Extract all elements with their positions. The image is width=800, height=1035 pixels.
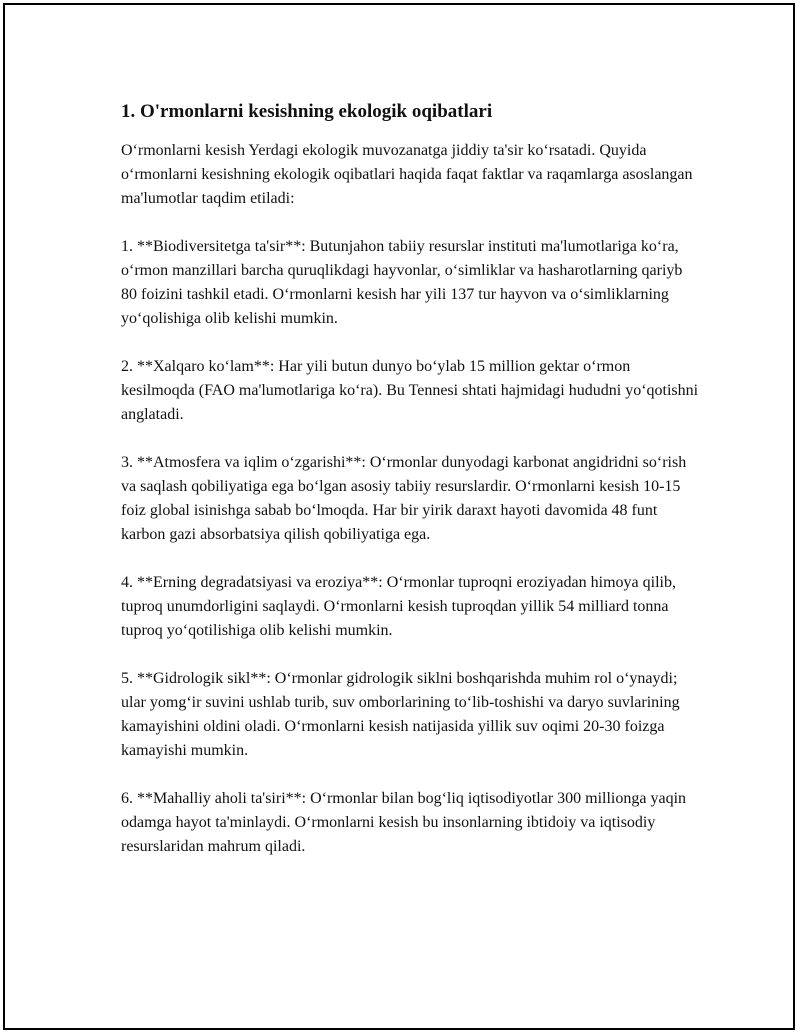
list-item-land-degradation: 4. **Erning degradatsiyasi va eroziya**: O‘rmonlar tuproqni eroziyadan himoya qilib, tuproq unumdorligini saqlaydi. O‘rmonlarni kesish tuproqdan yillik 54 milliard tonna tuproq yo‘qotilishiga olib kelishi mumkin.: [121, 574, 676, 639]
intro-paragraph: O‘rmonlarni kesish Yerdagi ekologik muvozanatga jiddiy ta'sir ko‘rsatadi. Quyida o‘rmonlarni kesishning ekologik oqibatlari haqida faqat faktlar va raqamlarga asoslangan ma'lumotlar taqdim etiladi:: [121, 142, 693, 207]
list-item-biodiversity: 1. **Biodiversitetga ta'sir**: Butunjahon tabiiy resurslar instituti ma'lumotlariga ko‘ra, o‘rmon manzillari barcha quruqlikdagi hayvonlar, o‘simliklar va hasharotlarning qariyb 80 foizini tashkil etadi. O‘rmonlarni kesish har yili 137 tur hayvon va o‘simliklarning yo‘qolishiga olib kelishi mumkin.: [121, 238, 683, 327]
document-heading: 1. O'rmonlarni kesishning ekologik oqibatlari: [121, 101, 493, 122]
document-page: [3, 3, 795, 1030]
list-item-hydrologic-cycle: 5. **Gidrologik sikl**: O‘rmonlar gidrologik siklni boshqarishda muhim rol o‘ynaydi; ular yomg‘ir suvini ushlab turib, suv omborlarining to‘lib-toshishi va daryo suvlarining kamayishini oldini oladi. O‘rmonlarni kesish natijasida yillik suv oqimi 20-30 foizga kamayishi mumkin.: [121, 670, 680, 759]
document-content: [121, 99, 701, 883]
list-item-international-scale: 2. **Xalqaro ko‘lam**: Har yili butun dunyo bo‘ylab 15 million gektar o‘rmon kesilmoqda (FAO ma'lumotlariga ko‘ra). Bu Tennesi shtati hajmidagi hududni yo‘qotishni anglatadi.: [121, 358, 699, 423]
list-item-atmosphere-climate: 3. **Atmosfera va iqlim o‘zgarishi**: O‘rmonlar dunyodagi karbonat angidridni so‘rish va saqlash qobiliyatiga ega bo‘lgan asosiy tabiiy resurslardir. O‘rmonlarni kesish 10-15 foiz global isinishga sabab bo‘lmoqda. Har bir yirik daraxt hayoti davomida 48 funt karbon gazi absorbatsiya qilish qobiliyatiga ega.: [121, 454, 687, 543]
list-item-local-population: 6. **Mahalliy aholi ta'siri**: O‘rmonlar bilan bog‘liq iqtisodiyotlar 300 millionga yaqin odamga hayot ta'minlaydi. O‘rmonlarni kesish bu insonlarning ibtidoiy va iqtisodiy resurslaridan mahrum qiladi.: [121, 790, 687, 855]
